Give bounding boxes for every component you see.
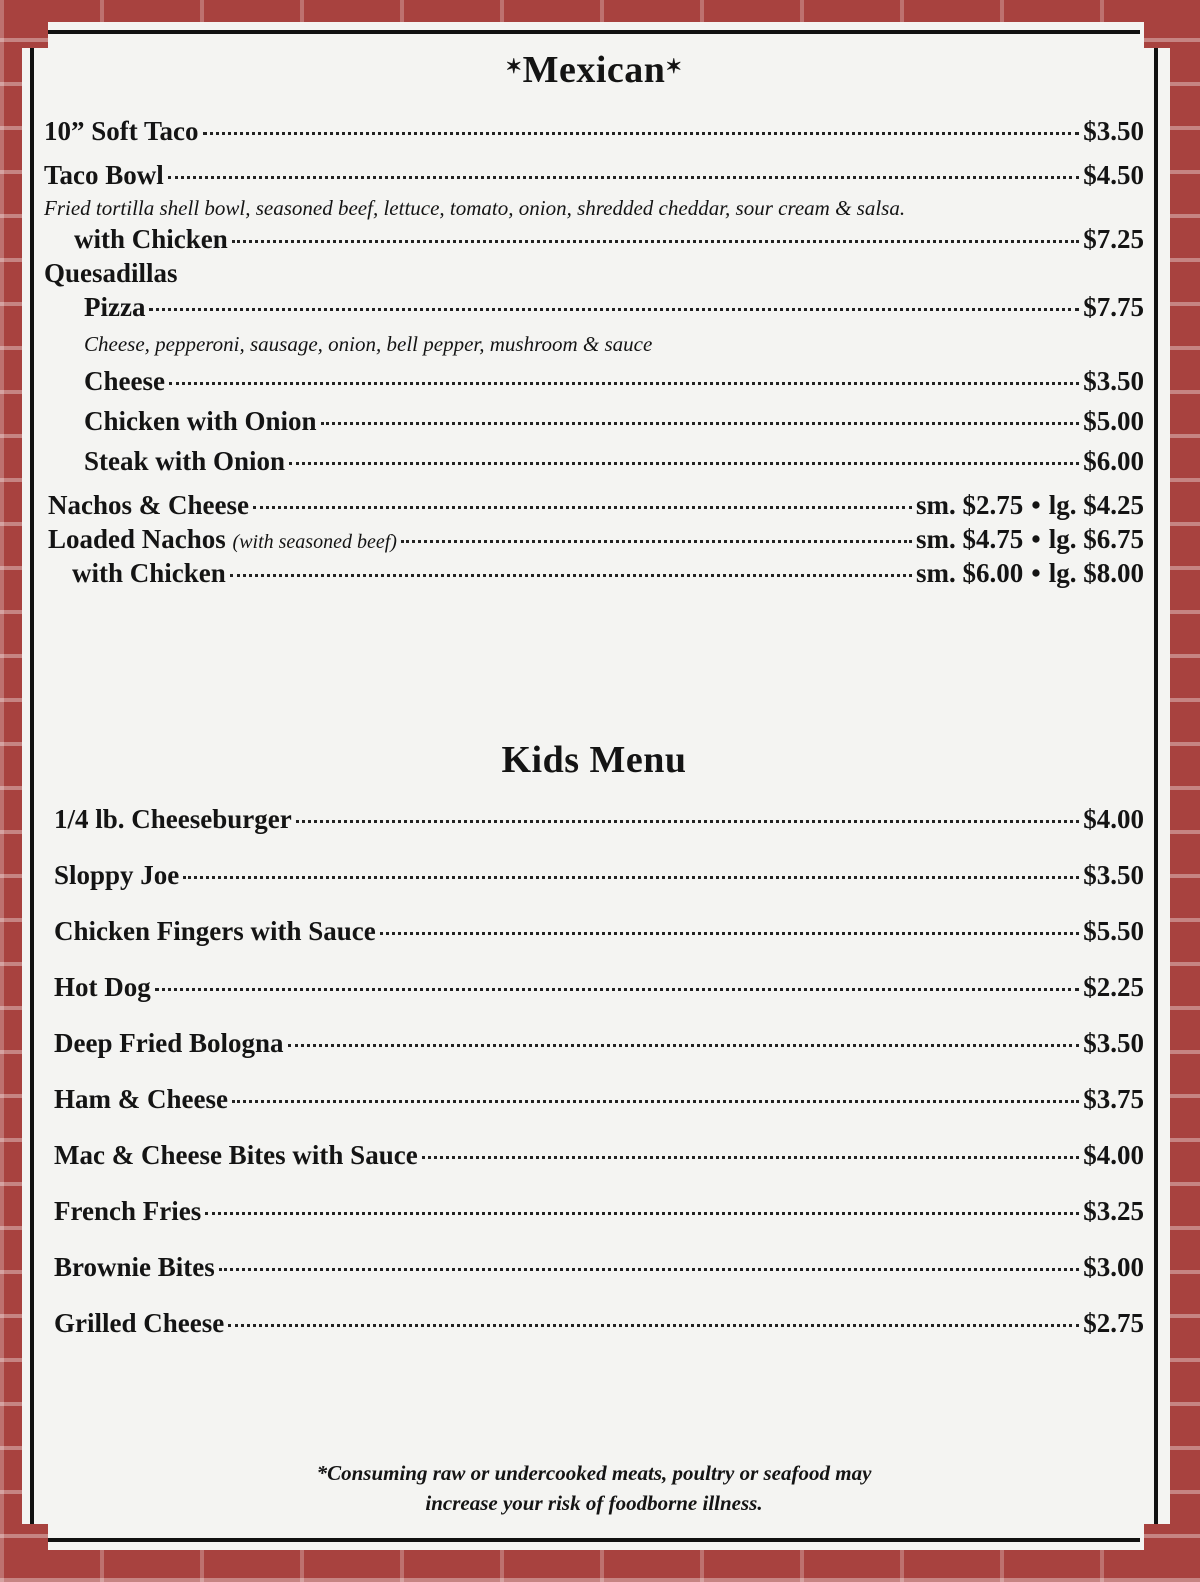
small-price: sm. $2.75 bbox=[916, 490, 1024, 520]
item-name: Deep Fried Bologna bbox=[54, 1028, 284, 1058]
menu-item bbox=[44, 446, 1144, 477]
menu-item bbox=[44, 524, 1144, 555]
dot-leader bbox=[219, 1268, 1080, 1271]
item-name: Nachos & Cheese bbox=[48, 490, 249, 520]
dot-leader bbox=[380, 932, 1079, 935]
item-name: Steak with Onion bbox=[84, 446, 286, 476]
item-name: Chicken with Onion bbox=[84, 406, 317, 436]
dot-leader bbox=[289, 462, 1079, 465]
item-price: $7.75 bbox=[1083, 292, 1144, 322]
item-name: 10” Soft Taco bbox=[44, 116, 199, 146]
dot-leader bbox=[401, 540, 912, 543]
item-price: $4.00 bbox=[1083, 804, 1144, 834]
item-name: with Chicken bbox=[74, 224, 228, 254]
star-icon: ✶ bbox=[505, 56, 523, 78]
menu-item bbox=[44, 1196, 1144, 1227]
item-sizes bbox=[916, 524, 1144, 555]
menu-item bbox=[44, 490, 1144, 521]
menu-item bbox=[44, 804, 1144, 835]
dot-leader bbox=[288, 1044, 1080, 1047]
item-description: Cheese, pepperoni, sausage, onion, bell pepper, mushroom & sauce bbox=[84, 332, 653, 356]
large-price: lg. $4.25 bbox=[1048, 490, 1144, 520]
menu-item bbox=[44, 116, 1144, 147]
dot-leader bbox=[253, 506, 912, 509]
dot-leader bbox=[169, 382, 1079, 385]
menu-item bbox=[44, 972, 1144, 1003]
menu-item bbox=[44, 1308, 1144, 1339]
menu-item bbox=[44, 224, 1144, 255]
item-sizes bbox=[916, 558, 1144, 589]
item-name: Taco Bowl bbox=[44, 160, 164, 190]
item-name: Mac & Cheese Bites with Sauce bbox=[54, 1140, 418, 1170]
item-description: Fried tortilla shell bowl, seasoned beef, lettuce, tomato, onion, shredded cheddar, sour cream & salsa. bbox=[44, 196, 906, 220]
bullet-icon: • bbox=[1031, 558, 1041, 588]
dot-leader bbox=[168, 176, 1079, 179]
item-price: $5.00 bbox=[1083, 406, 1144, 436]
item-price: $3.00 bbox=[1083, 1252, 1144, 1282]
item-note: (with seasoned beef) bbox=[232, 531, 397, 553]
item-price: $3.25 bbox=[1083, 1196, 1144, 1226]
item-name: Pizza bbox=[84, 292, 146, 322]
food-safety-disclaimer bbox=[44, 1458, 1144, 1518]
item-name: Ham & Cheese bbox=[54, 1084, 228, 1114]
dot-leader bbox=[149, 308, 1079, 311]
disclaimer-line-1: *Consuming raw or undercooked meats, poultry or seafood may bbox=[316, 1461, 872, 1485]
disclaimer-line-2: increase your risk of foodborne illness. bbox=[425, 1491, 763, 1515]
menu-item bbox=[44, 1252, 1144, 1283]
menu-item bbox=[44, 1084, 1144, 1115]
item-price: $7.25 bbox=[1083, 224, 1144, 254]
dot-leader bbox=[296, 820, 1080, 823]
menu-item bbox=[44, 916, 1144, 947]
menu-item bbox=[44, 292, 1144, 323]
dot-leader bbox=[232, 1100, 1079, 1103]
item-price: $2.25 bbox=[1083, 972, 1144, 1002]
item-name: Cheese bbox=[84, 366, 165, 396]
item-name: Sloppy Joe bbox=[54, 860, 180, 890]
item-name: Loaded Nachos (with seasoned beef) bbox=[48, 524, 397, 554]
small-price: sm. $4.75 bbox=[916, 524, 1024, 554]
item-name: with Chicken bbox=[72, 558, 226, 588]
large-price: lg. $8.00 bbox=[1048, 558, 1144, 588]
star-icon: ✶ bbox=[665, 56, 683, 78]
large-price: lg. $6.75 bbox=[1048, 524, 1144, 554]
item-price: $3.50 bbox=[1083, 366, 1144, 396]
item-name: Quesadillas bbox=[44, 258, 178, 288]
item-name: Hot Dog bbox=[54, 972, 151, 1002]
dot-leader bbox=[155, 988, 1080, 991]
item-price: $4.00 bbox=[1083, 1140, 1144, 1170]
bullet-icon: • bbox=[1031, 524, 1041, 554]
menu-category bbox=[44, 258, 1144, 289]
kids-heading: Kids Menu bbox=[501, 739, 687, 781]
menu-item bbox=[44, 558, 1144, 589]
bullet-icon: • bbox=[1031, 490, 1041, 520]
menu-item bbox=[44, 860, 1144, 891]
menu-item bbox=[44, 160, 1144, 191]
item-price: $4.50 bbox=[1083, 160, 1144, 190]
item-price: $5.50 bbox=[1083, 916, 1144, 946]
dot-leader bbox=[203, 132, 1080, 135]
menu-item bbox=[44, 1140, 1144, 1171]
mexican-heading: ✶Mexican✶ bbox=[505, 49, 683, 91]
dot-leader bbox=[230, 574, 912, 577]
item-name: 1/4 lb. Cheeseburger bbox=[54, 804, 292, 834]
menu-item bbox=[44, 366, 1144, 397]
item-name: Chicken Fingers with Sauce bbox=[54, 916, 376, 946]
item-price: $6.00 bbox=[1083, 446, 1144, 476]
item-name: Brownie Bites bbox=[54, 1252, 215, 1282]
dot-leader bbox=[205, 1212, 1079, 1215]
dot-leader bbox=[228, 1324, 1079, 1327]
item-name: French Fries bbox=[54, 1196, 202, 1226]
item-price: $3.75 bbox=[1083, 1084, 1144, 1114]
menu-item bbox=[44, 1028, 1144, 1059]
dot-leader bbox=[183, 876, 1079, 879]
item-price: $3.50 bbox=[1083, 1028, 1144, 1058]
small-price: sm. $6.00 bbox=[916, 558, 1024, 588]
item-price: $2.75 bbox=[1083, 1308, 1144, 1338]
item-price: $3.50 bbox=[1083, 116, 1144, 146]
dot-leader bbox=[321, 422, 1080, 425]
menu-item bbox=[44, 406, 1144, 437]
dot-leader bbox=[422, 1156, 1080, 1159]
dot-leader bbox=[232, 240, 1079, 243]
item-sizes bbox=[916, 490, 1144, 521]
item-price: $3.50 bbox=[1083, 860, 1144, 890]
item-name: Grilled Cheese bbox=[54, 1308, 225, 1338]
